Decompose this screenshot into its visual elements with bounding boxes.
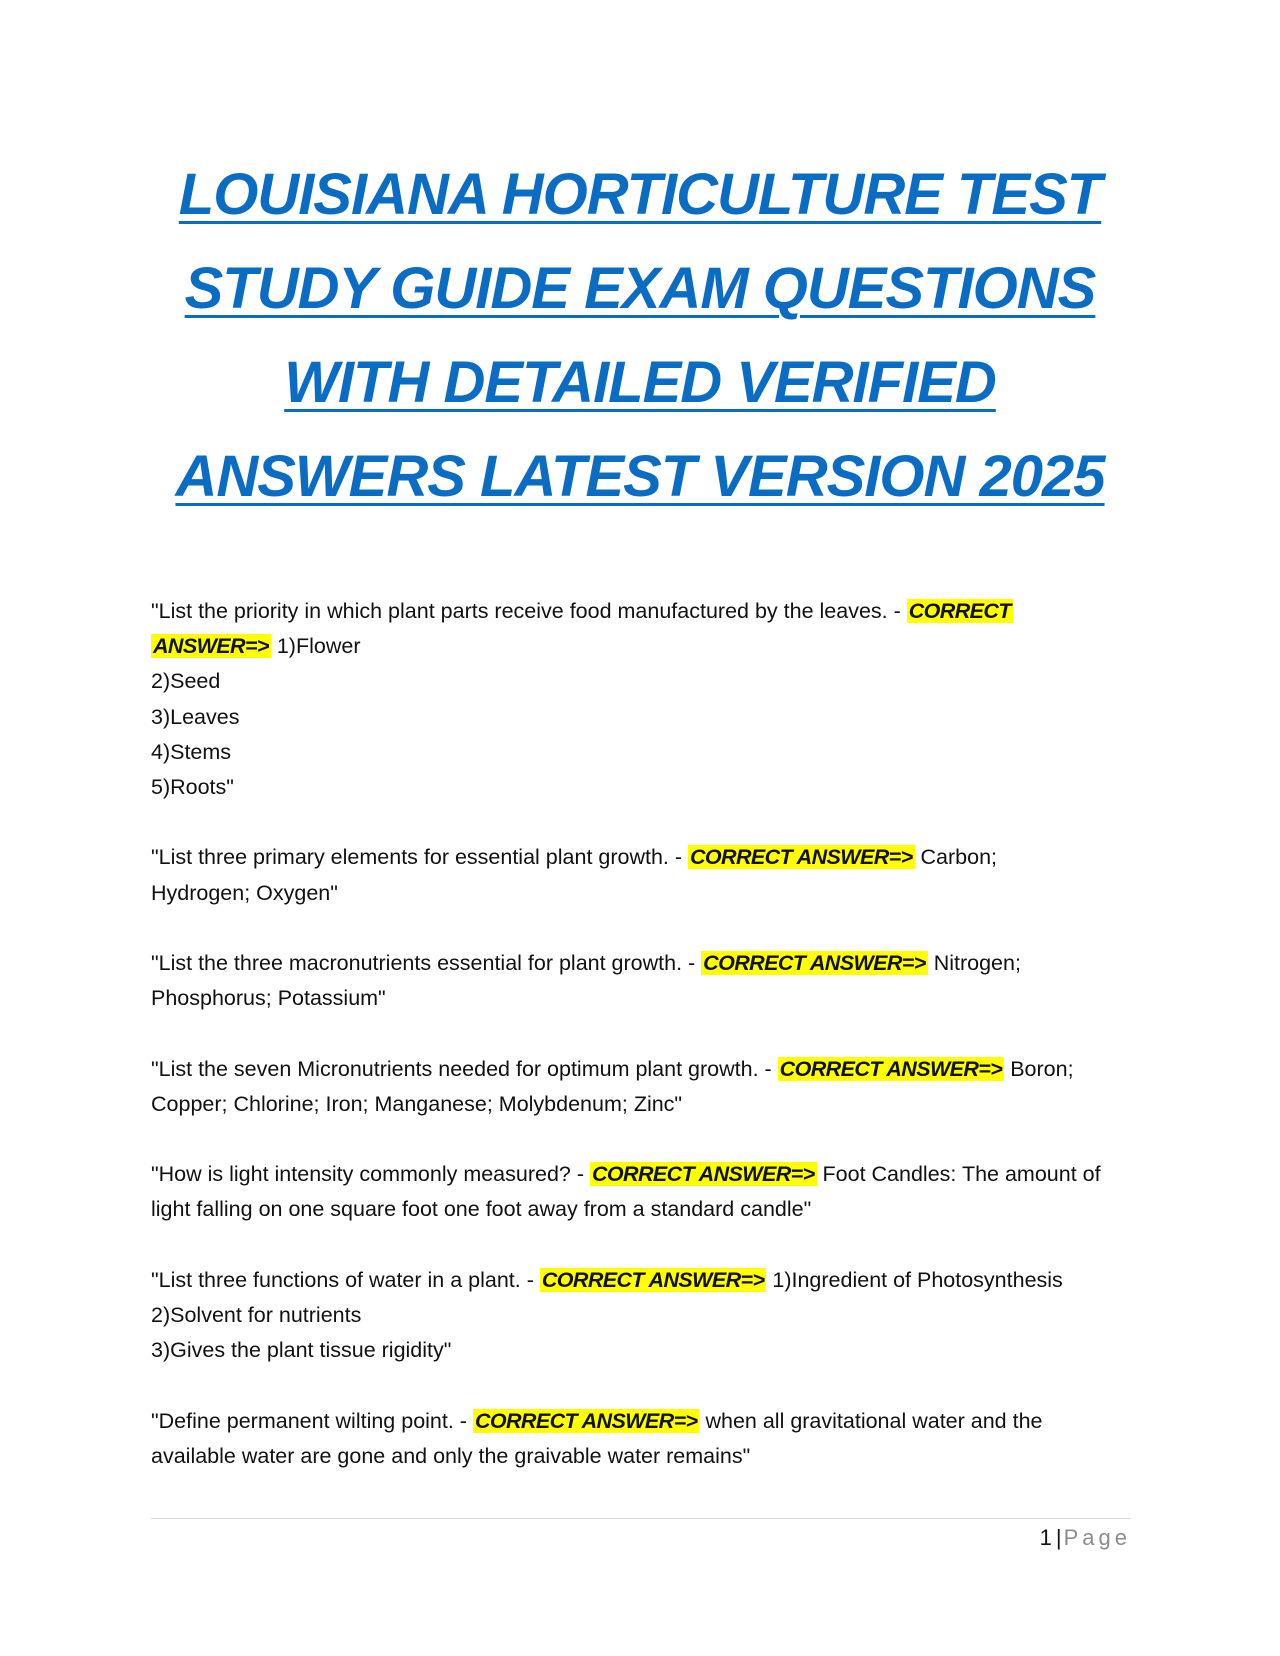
correct-answer-marker: CORRECT ANSWER=>: [779, 1056, 1003, 1081]
answer-text: Phosphorus; Potassium": [151, 986, 386, 1011]
qa-line: [151, 1157, 1141, 1192]
question-text: "How is light intensity commonly measured? -: [151, 1162, 590, 1187]
correct-answer-marker: ANSWER=>: [153, 634, 269, 659]
answer-text: Nitrogen;: [927, 951, 1021, 975]
question-text: "List three primary elements for essential plant growth. -: [151, 845, 688, 870]
qa-item: [151, 840, 1141, 910]
qa-line: [151, 840, 1141, 875]
answer-text: 5)Roots": [151, 775, 234, 800]
footer-divider: [151, 1518, 1131, 1519]
qa-item: [151, 946, 1141, 1016]
answer-text: 2)Seed: [151, 669, 221, 694]
answer-text: 3)Leaves: [151, 704, 240, 729]
answer-text: 1)Ingredient of Photosynthesis: [766, 1267, 1063, 1292]
question-text: "List the seven Micronutrients needed for optimum plant growth. -: [151, 1056, 778, 1081]
qa-line: [151, 1052, 1141, 1087]
answer-text: 2)Solvent for nutrients: [151, 1302, 362, 1327]
qa-item: [151, 1263, 1141, 1369]
correct-answer-marker: CORRECT ANSWER=>: [690, 845, 913, 870]
answer-text: light falling on one square foot one foot away from a standard candle": [151, 1197, 812, 1222]
page-label: Page: [1063, 1525, 1131, 1550]
qa-line: [151, 1404, 1141, 1439]
title-line: STUDY GUIDE EXAM QUESTIONS: [184, 256, 1096, 321]
answer-text: Copper; Chlorine; Iron; Manganese; Molybdenum; Zinc": [151, 1091, 683, 1116]
qa-line: [151, 629, 1141, 664]
document-title: [150, 148, 1130, 524]
question-text: "List the three macronutrients essential for plant growth. -: [151, 951, 702, 975]
question-text: "Define permanent wilting point. -: [151, 1408, 473, 1433]
correct-answer-marker: CORRECT ANSWER=>: [474, 1408, 698, 1433]
answer-text: available water are gone and only the graivable water remains": [151, 1443, 751, 1468]
qa-line: [151, 1263, 1141, 1298]
answer-text: 1)Flower: [270, 634, 361, 659]
qa-item: [151, 1157, 1141, 1227]
answer-text: when all gravitational water and the: [699, 1408, 1043, 1433]
page-number: 1: [1039, 1525, 1052, 1550]
question-text: "List the priority in which plant parts receive food manufactured by the leaves. -: [151, 599, 907, 623]
page-footer: [151, 1521, 1131, 1555]
qa-item: [151, 1052, 1141, 1122]
qa-list: [151, 594, 1141, 1509]
question-text: "List three functions of water in a plant. -: [151, 1267, 540, 1292]
qa-line: [151, 946, 1141, 981]
answer-text: 3)Gives the plant tissue rigidity": [151, 1338, 452, 1363]
correct-answer-marker: CORRECT ANSWER=>: [592, 1162, 815, 1187]
title-line: ANSWERS LATEST VERSION 2025: [175, 444, 1105, 509]
correct-answer-marker: CORRECT: [908, 599, 1011, 623]
answer-text: Carbon;: [914, 845, 998, 870]
qa-item: [151, 1404, 1141, 1474]
title-line: LOUISIANA HORTICULTURE TEST: [178, 162, 1102, 227]
correct-answer-marker: CORRECT ANSWER=>: [541, 1267, 765, 1292]
footer-separator: |: [1055, 1525, 1062, 1550]
qa-item: [151, 594, 1141, 805]
answer-text: Hydrogen; Oxygen": [151, 880, 338, 905]
answer-text: Foot Candles: The amount of: [816, 1162, 1101, 1187]
qa-line: [151, 594, 1141, 629]
answer-text: Boron;: [1004, 1056, 1074, 1081]
title-line: WITH DETAILED VERIFIED: [284, 350, 996, 415]
answer-text: 4)Stems: [151, 739, 232, 764]
correct-answer-marker: CORRECT ANSWER=>: [703, 951, 926, 975]
